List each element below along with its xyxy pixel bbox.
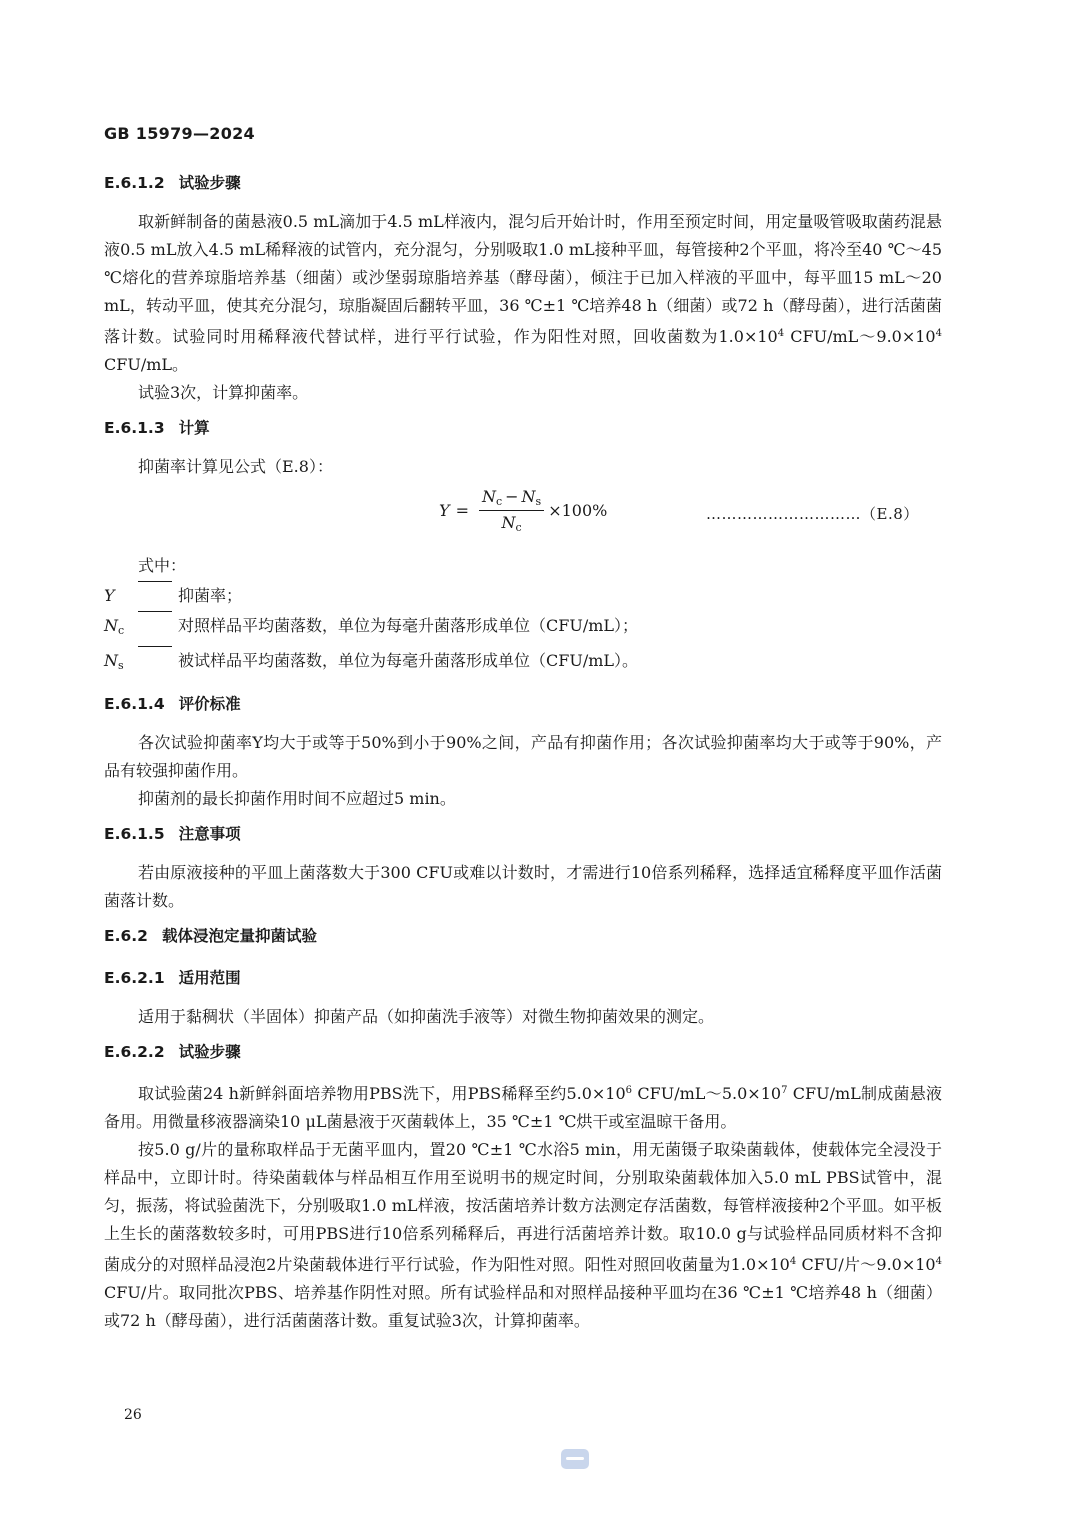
formula-equals: =: [455, 501, 469, 520]
section-title: 试验步骤: [178, 174, 241, 192]
variable-description: 抑菌率；: [178, 586, 243, 605]
text-run: 按5.0 g/片的量称取样品于无菌平皿内，置20 ℃±1 ℃水浴5 min，用无菌镊子取染菌载体，使载体完全浸没于样品中，立即计时。待染菌载体与样品相互作用至说明书的规定时间，分别取染菌载体加入5.0 mL PBS试管中，混匀，振荡，将试验菌洗下，分别吸取1.0 mL样液，按活菌培养计数方法测定存活菌数，每管样液接种2个平皿。如平板上生长的菌落数较多时，可用PBS进行10倍系列稀释后，再进行活菌培养计数。取10.0 g与试验样品同质材料不含抑菌成分的对照样品浸泡2片染菌载体进行平行试验，作为阳性对照。阳性对照回收菌量为1.0×10: [104, 1140, 942, 1274]
variable-description: 对照样品平均菌落数，单位为每毫升菌落形成单位（CFU/mL）；: [178, 616, 639, 635]
superscript: 4: [935, 1256, 942, 1267]
formula-subscript: c: [515, 521, 522, 534]
paragraph: 适用于黏稠状（半固体）抑菌产品（如抑菌洗手液等）对微生物抑菌效果的测定。: [138, 1007, 715, 1026]
section-heading: [104, 821, 942, 859]
section-heading: [104, 415, 942, 453]
formula-symbol: N: [521, 487, 536, 506]
superscript: 4: [789, 1256, 797, 1267]
section-number: E.6.2.2: [104, 1043, 165, 1061]
formula-multiplier: ×100%: [548, 501, 608, 520]
paragraph: [104, 1077, 942, 1136]
superscript: 7: [781, 1085, 788, 1096]
dash-separator: [138, 611, 172, 646]
section-title: 评价标准: [178, 695, 241, 713]
superscript: 4: [777, 328, 785, 339]
text-run: CFU/片。取同批次PBS、培养基作阴性对照。所有试验样品和对照样品接种平皿均在36 ℃±1 ℃培养48 h（细菌）或72 h（酵母菌），进行活菌菌落计数。重复试验3次，计算抑菌率。: [104, 1283, 942, 1330]
formula-symbol: N: [501, 513, 516, 532]
text-run: CFU/片～9.0×10: [796, 1255, 936, 1274]
watermark-logo-icon: [560, 1447, 590, 1471]
variable-subscript: c: [118, 624, 125, 637]
variable-symbol: [104, 581, 138, 611]
dash-separator: [138, 646, 172, 681]
superscript: 6: [625, 1085, 633, 1096]
section-number: E.6.1.5: [104, 825, 165, 843]
variable-symbol: [104, 611, 138, 646]
formula-subscript: c: [495, 495, 503, 508]
text-run: CFU/mL～9.0×10: [784, 327, 936, 346]
formula-minus: −: [505, 487, 519, 506]
variable-symbol-main: N: [104, 651, 118, 670]
page-number: 26: [124, 1407, 142, 1423]
formula-block: [104, 483, 942, 545]
variable-row: [104, 611, 942, 646]
variable-description: 被试样品平均菌落数，单位为每毫升菌落形成单位（CFU/mL）。: [178, 651, 639, 670]
variable-list: [104, 581, 942, 681]
variable-subscript: s: [118, 659, 124, 672]
formula-e8: [439, 487, 607, 534]
formula-lhs: Y: [439, 501, 450, 520]
variable-row: [104, 581, 942, 611]
paragraph: 试验3次，计算抑菌率。: [138, 383, 309, 402]
section-number: E.6.1.2: [104, 174, 165, 192]
formula-fraction: [479, 487, 544, 534]
section-number: E.6.2: [104, 927, 148, 945]
variable-symbol: [104, 646, 138, 681]
formula-numerator: [479, 487, 544, 511]
formula-denominator: [502, 511, 522, 534]
paragraph: 各次试验抑菌率Y均大于或等于50%到小于90%之间，产品有抑菌作用；各次试验抑菌率均大于或等于90%，产品有较强抑菌作用。: [104, 733, 942, 780]
section-number: E.6.2.1: [104, 969, 165, 987]
formula-reference: [706, 503, 919, 524]
paragraph: 若由原液接种的平皿上菌落数大于300 CFU或难以计数时，才需进行10倍系列稀释，选择适宜稀释度平皿作活菌菌落计数。: [104, 863, 942, 910]
variable-symbol-main: N: [104, 616, 118, 635]
dash-separator: [138, 581, 172, 611]
formula-subscript: s: [535, 495, 542, 508]
paragraph: [104, 1136, 942, 1335]
section-heading: [104, 923, 942, 961]
variable-symbol-main: Y: [104, 586, 115, 605]
formula-number: （E.8）: [861, 505, 919, 523]
paragraph: 抑菌率计算见公式（E.8）：: [138, 457, 333, 476]
section-title: 注意事项: [178, 825, 241, 843]
standard-number: GB 15979—2024: [104, 124, 255, 143]
superscript: 4: [935, 328, 942, 339]
section-title: 适用范围: [178, 969, 241, 987]
formula-symbol: N: [481, 487, 496, 506]
where-label: 式中：: [138, 556, 187, 575]
section-heading: [104, 1039, 942, 1077]
section-number: E.6.1.3: [104, 419, 165, 437]
variable-row: [104, 646, 942, 681]
text-run: 取试验菌24 h新鲜斜面培养物用PBS洗下，用PBS稀释至约5.0×10: [138, 1084, 626, 1103]
section-number: E.6.1.4: [104, 695, 165, 713]
text-run: CFU/mL制成菌悬液备用。用微量移液器滴染10 μL菌悬液于灭菌载体上，35 ℃±1 ℃烘干或室温晾干备用。: [104, 1084, 942, 1131]
section-title: 计算: [178, 419, 210, 437]
section-title: 载体浸泡定量抑菌试验: [161, 927, 317, 945]
section-heading: [104, 965, 942, 1003]
text-run: CFU/mL。: [104, 355, 189, 374]
section-heading: [104, 170, 942, 208]
document-body: [104, 170, 942, 1335]
paragraph: [104, 208, 942, 379]
text-run: 取新鲜制备的菌悬液0.5 mL滴加于4.5 mL样液内，混匀后开始计时，作用至预定时间，用定量吸管吸取菌药混悬液0.5 mL放入4.5 mL稀释液的试管内，充分混匀，分别吸取1.0 mL接种平皿，每管接种2个平皿，将冷至40 ℃～45 ℃熔化的营养琼脂培养基（细菌）或沙堡弱琼脂培养基（酵母菌），倾注于已加入样液的平皿中，每平皿15 mL～20 mL，转动平皿，使其充分混匀，琼脂凝固后翻转平皿，36 ℃±1 ℃培养48 h（细菌）或72 h（酵母菌），进行活菌菌落计数。试验同时用稀释液代替试样，进行平行试验，作为阳性对照，回收菌数为1.0×10: [104, 212, 942, 346]
section-heading: [104, 691, 942, 729]
section-title: 试验步骤: [178, 1043, 241, 1061]
leader-dots: …………………………: [706, 505, 861, 523]
text-run: CFU/mL～5.0×10: [632, 1084, 782, 1103]
paragraph: 抑菌剂的最长抑菌作用时间不应超过5 min。: [138, 789, 456, 808]
